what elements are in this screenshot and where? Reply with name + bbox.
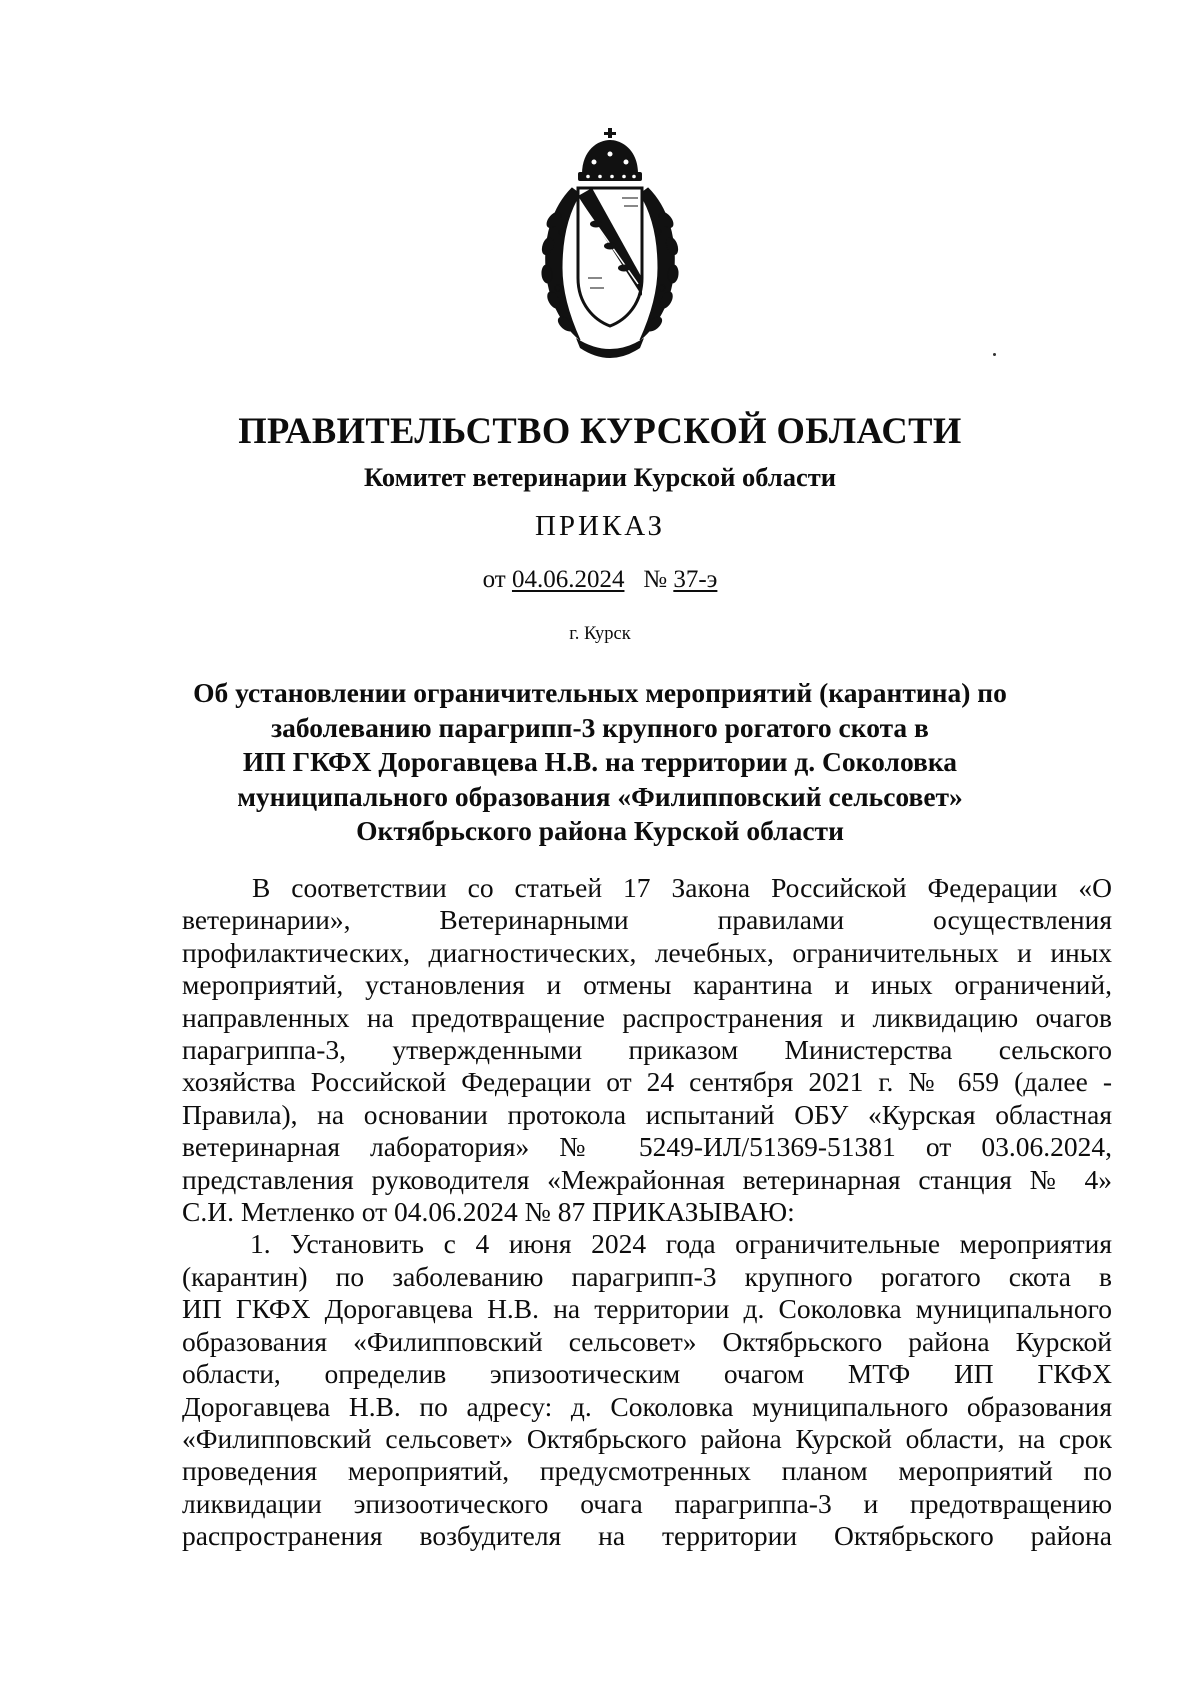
subject-line: муниципального образования «Филипповский сельсовет» <box>237 780 963 812</box>
date-prefix: от <box>482 566 506 593</box>
item1-line: проведения мероприятий, предусмотренных планом мероприятий по <box>182 1455 1112 1487</box>
item1-line: образования «Филипповский сельсовет» Октябрьского района Курской <box>182 1325 1112 1357</box>
preamble-line: С.И. Метленко от 04.06.2024 № 87 ПРИКАЗЫВАЮ: <box>182 1196 795 1228</box>
subject-line: Октябрьского района Курской области <box>356 815 844 846</box>
order-date-number <box>0 566 1200 594</box>
subject-line: ИП ГКФХ Дорогавцева Н.В. на территории д. Соколовка <box>242 746 958 777</box>
document-type: ПРИКАЗ <box>534 510 666 542</box>
preamble-line: направленных на предотвращение распространения и ликвидацию очагов <box>182 1001 1112 1033</box>
item1-line: ИП ГКФХ Дорогавцева Н.В. на территории д. Соколовка муниципального <box>182 1293 1112 1325</box>
preamble-line: мероприятий, установления и отмены карантина и иных ограничений, <box>182 969 1112 1001</box>
item1-line: «Филипповский сельсовет» Октябрьского района Курской области, на срок <box>182 1422 1112 1454</box>
preamble-line: представления руководителя «Межрайонная ветеринарная станция № 4» <box>182 1163 1112 1195</box>
preamble-line: Правила), на основании протокола испытаний ОБУ «Курская областная <box>182 1098 1112 1130</box>
order-number: 37-э <box>673 566 718 593</box>
preamble-line: парагриппа-3, утвержденными приказом Министерства сельского <box>182 1034 1112 1066</box>
preamble-line: ветеринарная лаборатория» № 5249-ИЛ/51369-51381 от 03.06.2024, <box>182 1131 1112 1163</box>
item1-line: области, определив эпизоотическим очагом МТФ ИП ГКФХ <box>182 1358 1112 1390</box>
subject-line: заболеванию парагрипп-3 крупного рогатого скота в <box>271 711 929 743</box>
item1-line: 1. Установить с 4 июня 2024 года ограничительные мероприятия <box>250 1228 1112 1260</box>
preamble-line: В соответствии со статьей 17 Закона Российской Федерации «О <box>252 872 1112 903</box>
preamble-line: ветеринарии», Ветеринарными правилами осуществления <box>182 904 1112 936</box>
government-title: ПРАВИТЕЛЬСТВО КУРСКОЙ ОБЛАСТИ <box>238 410 962 451</box>
item1-line: (карантин) по заболеванию парагрипп-3 крупного рогатого скота в <box>182 1260 1112 1292</box>
subject-line: Об установлении ограничительных мероприятий (карантина) по <box>193 677 1007 708</box>
preamble-line: хозяйства Российской Федерации от 24 сентября 2021 г. № 659 (далее - <box>182 1066 1112 1098</box>
city: г. Курск <box>569 624 631 644</box>
order-date: 04.06.2024 <box>511 566 625 593</box>
item1-line: Дорогавцева Н.В. по адресу: д. Соколовка муниципального образования <box>182 1390 1112 1422</box>
item1-line: ликвидации эпизоотического очага парагриппа-3 и предотвращению <box>182 1487 1112 1519</box>
number-prefix: № <box>643 566 668 593</box>
preamble-line: профилактических, диагностических, лечебных, ограничительных и иных <box>182 936 1112 968</box>
scan-speck <box>993 353 996 356</box>
coat-of-arms-emblem <box>532 128 688 362</box>
item1-line: распространения возбудителя на территории Октябрьского района <box>182 1520 1112 1552</box>
order-body <box>182 872 1112 1553</box>
committee-name: Комитет ветеринарии Курской области <box>363 462 837 492</box>
order-subject <box>160 676 1040 849</box>
